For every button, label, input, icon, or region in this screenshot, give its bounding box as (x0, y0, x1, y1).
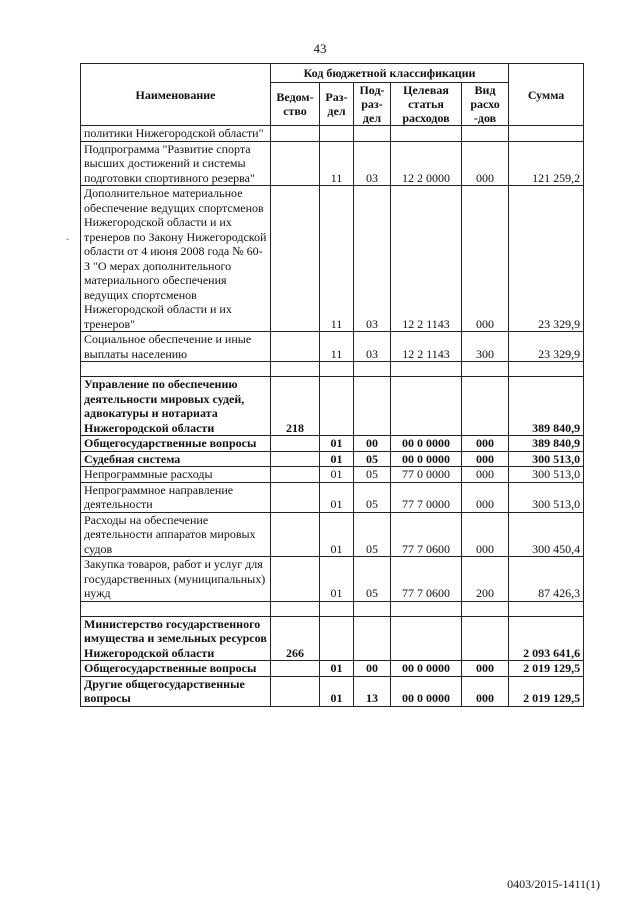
row-department (271, 186, 320, 332)
spacer-cell (81, 601, 271, 616)
row-department (271, 126, 320, 142)
row-target-item: 77 7 0000 (391, 482, 462, 512)
row-subsection: 03 (354, 141, 391, 186)
row-name: Закупка товаров, работ и услуг для государственных (муниципальных) нужд (81, 557, 271, 602)
row-subsection: 05 (354, 557, 391, 602)
row-section: 11 (320, 186, 354, 332)
row-expense-type: 000 (462, 676, 509, 706)
row-subsection: 05 (354, 512, 391, 557)
row-target-item: 12 2 1143 (391, 186, 462, 332)
row-name: политики Нижегородской области" (81, 126, 271, 142)
row-expense-type: 000 (462, 436, 509, 452)
row-expense-type (462, 377, 509, 436)
table-row (81, 482, 584, 512)
spacer-cell (391, 362, 462, 377)
row-name: Другие общегосударственные вопросы (81, 676, 271, 706)
row-section (320, 377, 354, 436)
table-row (81, 332, 584, 362)
spacer-cell (271, 362, 320, 377)
row-target-item: 77 0 0000 (391, 467, 462, 483)
header-name: Наименование (81, 64, 271, 126)
row-department: 218 (271, 377, 320, 436)
row-sum: 300 513,0 (509, 467, 584, 483)
row-subsection: 13 (354, 676, 391, 706)
row-sum: 300 513,0 (509, 451, 584, 467)
table-row-spacer (81, 601, 584, 616)
row-subsection: 03 (354, 186, 391, 332)
row-section: 01 (320, 512, 354, 557)
row-section: 01 (320, 661, 354, 677)
row-section: 01 (320, 557, 354, 602)
row-subsection: 05 (354, 451, 391, 467)
header-department: Ведом- ство (271, 83, 320, 126)
row-sum: 300 513,0 (509, 482, 584, 512)
table-row (81, 661, 584, 677)
row-section: 01 (320, 436, 354, 452)
table-row (81, 557, 584, 602)
row-sum: 121 259,2 (509, 141, 584, 186)
row-target-item: 77 7 0600 (391, 557, 462, 602)
row-sum: 23 329,9 (509, 332, 584, 362)
row-sum (509, 126, 584, 142)
table-row (81, 512, 584, 557)
row-section: 11 (320, 332, 354, 362)
row-expense-type: 000 (462, 467, 509, 483)
row-sum: 389 840,9 (509, 436, 584, 452)
table-row (81, 616, 584, 661)
row-name: Подпрограмма "Развитие спорта высших достижений и системы подготовки спортивного резерва" (81, 141, 271, 186)
row-target-item: 12 2 1143 (391, 332, 462, 362)
row-section: 01 (320, 482, 354, 512)
header-sum: Сумма (509, 64, 584, 126)
table-row (81, 141, 584, 186)
row-subsection (354, 377, 391, 436)
spacer-cell (509, 601, 584, 616)
spacer-cell (271, 601, 320, 616)
row-sum: 300 450,4 (509, 512, 584, 557)
spacer-cell (462, 362, 509, 377)
row-subsection (354, 126, 391, 142)
row-target-item (391, 126, 462, 142)
row-expense-type (462, 616, 509, 661)
row-department (271, 141, 320, 186)
row-section (320, 616, 354, 661)
row-expense-type: 000 (462, 512, 509, 557)
row-subsection: 03 (354, 332, 391, 362)
table-row (81, 467, 584, 483)
row-department (271, 436, 320, 452)
row-subsection: 05 (354, 482, 391, 512)
row-target-item: 00 0 0000 (391, 436, 462, 452)
spacer-cell (462, 601, 509, 616)
row-department (271, 676, 320, 706)
row-expense-type: 000 (462, 482, 509, 512)
row-name: Непрограммные расходы (81, 467, 271, 483)
spacer-cell (391, 601, 462, 616)
document-code: 0403/2015-1411(1) (507, 877, 600, 891)
row-sum: 389 840,9 (509, 377, 584, 436)
header-classification-group: Код бюджетной классификации (271, 64, 509, 83)
row-department (271, 557, 320, 602)
row-expense-type: 000 (462, 451, 509, 467)
spacer-cell (509, 362, 584, 377)
spacer-cell (354, 601, 391, 616)
row-expense-type: 000 (462, 141, 509, 186)
row-name: Судебная система (81, 451, 271, 467)
row-subsection (354, 616, 391, 661)
row-sum: 87 426,3 (509, 557, 584, 602)
row-section: 11 (320, 141, 354, 186)
row-section: 01 (320, 676, 354, 706)
row-department: 266 (271, 616, 320, 661)
row-target-item: 00 0 0000 (391, 451, 462, 467)
row-expense-type: 200 (462, 557, 509, 602)
spacer-cell (81, 362, 271, 377)
row-section: 01 (320, 467, 354, 483)
row-target-item: 77 7 0600 (391, 512, 462, 557)
header-target-item: Целевая статья расходов (391, 83, 462, 126)
row-name: Управление по обеспечению деятельности мировых судей, адвокатуры и нотариата Нижегородской области (81, 377, 271, 436)
table-row (81, 451, 584, 467)
table-row-spacer (81, 362, 584, 377)
row-sum: 23 329,9 (509, 186, 584, 332)
row-subsection: 05 (354, 467, 391, 483)
row-name: Дополнительное материальное обеспечение ведущих спортсменов Нижегородской области и их тренеров по Закону Нижегородской области от 4 июня 2008 года № 60-З "О мерах дополнительного материального обеспечения ведущих спортсменов Нижегородской области и их тренеров" (81, 186, 271, 332)
row-name: Общегосударственные вопросы (81, 436, 271, 452)
row-target-item: 12 2 0000 (391, 141, 462, 186)
table-row (81, 676, 584, 706)
row-department (271, 467, 320, 483)
spacer-cell (320, 601, 354, 616)
row-department (271, 332, 320, 362)
budget-table (80, 63, 584, 707)
row-name: Непрограммное направление деятельности (81, 482, 271, 512)
row-section (320, 126, 354, 142)
row-department (271, 512, 320, 557)
header-subsection: Под- раз- дел (354, 83, 391, 126)
row-section: 01 (320, 451, 354, 467)
row-subsection: 00 (354, 436, 391, 452)
row-expense-type: 000 (462, 186, 509, 332)
row-expense-type: 300 (462, 332, 509, 362)
table-row (81, 377, 584, 436)
row-name: Расходы на обеспечение деятельности аппаратов мировых судов (81, 512, 271, 557)
row-target-item: 00 0 0000 (391, 661, 462, 677)
table-row (81, 126, 584, 142)
row-sum: 2 093 641,6 (509, 616, 584, 661)
row-department (271, 451, 320, 467)
header-expense-type: Вид расхо -дов (462, 83, 509, 126)
row-sum: 2 019 129,5 (509, 661, 584, 677)
row-name: Социальное обеспечение и иные выплаты населению (81, 332, 271, 362)
row-subsection: 00 (354, 661, 391, 677)
row-name: Общегосударственные вопросы (81, 661, 271, 677)
row-expense-type: 000 (462, 661, 509, 677)
row-name: Министерство государственного имущества и земельных ресурсов Нижегородской области (81, 616, 271, 661)
table-row (81, 186, 584, 332)
row-department (271, 661, 320, 677)
row-sum: 2 019 129,5 (509, 676, 584, 706)
row-target-item: 00 0 0000 (391, 676, 462, 706)
row-department (271, 482, 320, 512)
row-target-item (391, 377, 462, 436)
header-section: Раз- дел (320, 83, 354, 126)
spacer-cell (354, 362, 391, 377)
row-target-item (391, 616, 462, 661)
margin-mark: ˘ (66, 238, 70, 249)
row-expense-type (462, 126, 509, 142)
page-number: 43 (313, 41, 327, 56)
spacer-cell (320, 362, 354, 377)
table-row (81, 436, 584, 452)
